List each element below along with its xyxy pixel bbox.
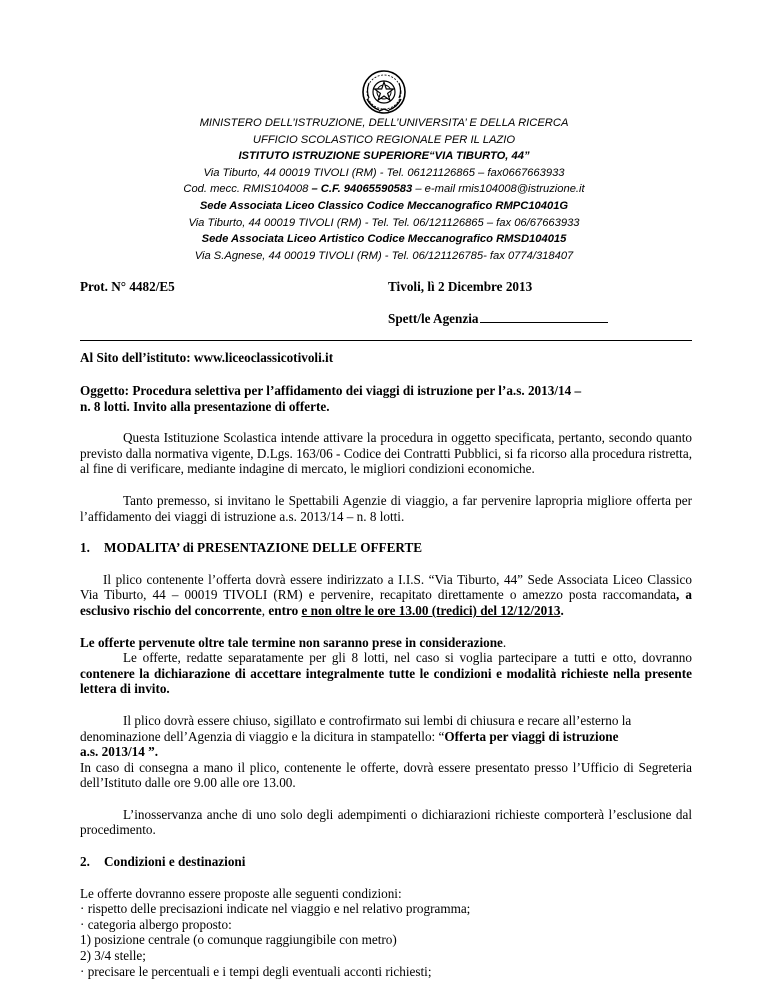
section-1-paragraph-3: Le offerte, redatte separatamente per gli 8 lotti, nel caso si voglia partecipare a tutti e otto, dovranno contenere la dichiarazione di accettare integralmente tutte le condizioni e modalità richieste nella presente lettera di invito. bbox=[80, 650, 692, 697]
letter-body bbox=[80, 383, 692, 979]
section-1-heading: 1. MODALITA’ di PRESENTAZIONE DELLE OFFERTE bbox=[80, 540, 423, 556]
subject-line-2: n. 8 lotti. Invito alla presentazione di offerte. bbox=[80, 398, 330, 414]
letterhead bbox=[0, 115, 768, 264]
institute-name: ISTITUTO ISTRUZIONE SUPERIORE“VIA TIBURTO, 44” bbox=[238, 150, 530, 163]
art-branch-title: Sede Associata Liceo Artistico Codice Meccanografico RMSD104015 bbox=[201, 233, 567, 246]
art-branch-address: Via S.Agnese, 44 00019 TIVOLI (RM) - Tel. 06/121126785- fax 0774/318407 bbox=[194, 249, 574, 262]
protocol-number: Prot. N° 4482/E5 bbox=[80, 279, 175, 294]
list-item: · rispetto delle precisazioni indicate nel viaggio e nel relativo programma; bbox=[80, 901, 471, 917]
section-2-heading: 2. Condizioni e destinazioni bbox=[80, 854, 246, 870]
subject-line-1: Oggetto: Procedura selettiva per l’affidamento dei viaggi di istruzione per l’a.s. 2013/14 – bbox=[80, 383, 582, 398]
institute-address: Via Tiburto, 44 00019 TIVOLI (RM) - Tel. 06121126865 – fax0667663933 bbox=[203, 166, 565, 179]
section-1-paragraph-1: Il plico contenente l’offerta dovrà essere indirizzato a I.I.S. “Via Tiburto, 44” Sede Associata Liceo Classico Via Tiburto, 44 – 00019 TIVOLI (RM) e pervenire, recapitato direttamente o amezzo posta raccomandata, a esclusivo rischio del concorrente, entro e non oltre le ore 13.00 (tredici) del 12/12/2013. bbox=[80, 571, 692, 618]
section-1-paragraph-6: L’inosservanza anche di uno solo degli adempimenti o dichiarazioni richieste comporterà l’esclusione dal procedimento. bbox=[80, 806, 692, 838]
regional-office: UFFICIO SCOLASTICO REGIONALE PER IL LAZIO bbox=[252, 133, 516, 146]
list-item: 2) 3/4 stelle; bbox=[80, 948, 146, 964]
recipient-line: Spett/le Agenzia bbox=[388, 311, 608, 327]
italian-republic-emblem-icon bbox=[361, 69, 407, 115]
website-line: Al Sito dell’istituto: www.liceoclassicotivoli.it bbox=[80, 350, 334, 365]
classical-branch-address: Via Tiburto, 44 00019 TIVOLI (RM) - Tel. Tel. 06/121126865 – fax 06/67663933 bbox=[188, 216, 580, 229]
section-2-intro: Le offerte dovranno essere proposte alle seguenti condizioni: bbox=[80, 885, 402, 901]
list-item: · precisare le percentuali e i tempi degli eventuali acconti richiesti; bbox=[80, 963, 432, 979]
list-item: · categoria albergo proposto: bbox=[80, 916, 232, 932]
institute-codes: Cod. mecc. RMIS104008 – C.F. 94065590583 – e-mail rmis104008@istruzione.it bbox=[183, 183, 585, 196]
recipient-blank bbox=[480, 312, 608, 323]
section-1-deadline-note: Le offerte pervenute oltre tale termine non saranno prese in considerazione. bbox=[80, 634, 507, 650]
section-1-paragraph-4-line-3: a.s. 2013/14 ”. bbox=[80, 744, 159, 760]
letter-date: Tivoli, lì 2 Dicembre 2013 bbox=[388, 279, 533, 294]
section-1-paragraph-5: In caso di consegna a mano il plico, contenente le offerte, dovrà essere presentato presso l’Ufficio di Segreteria dell’Istituto dalle ore 9.00 alle ore 13.00. bbox=[80, 759, 692, 791]
list-item: 1) posizione centrale (o comunque raggiungibile con metro) bbox=[80, 932, 397, 948]
section-1-paragraph-4-line-1: Il plico dovrà essere chiuso, sigillato e controfirmato sui lembi di chiusura e recare all’esterno la bbox=[123, 712, 632, 728]
header-divider bbox=[80, 340, 692, 341]
classical-branch-title: Sede Associata Liceo Classico Codice Meccanografico RMPC10401G bbox=[199, 199, 569, 212]
ministry-name: MINISTERO DELL’ISTRUZIONE, DELL’UNIVERSITA’ E DELLA RICERCA bbox=[199, 117, 569, 129]
section-1-paragraph-4-line-2: denominazione dell’Agenzia di viaggio e la dicitura in stampatello: “Offerta per viaggi di istruzione bbox=[80, 728, 619, 744]
intro-paragraph-2: Tanto premesso, si invitano le Spettabili Agenzie di viaggio, a far pervenire lapropria migliore offerta per l’affidamento dei viaggi di istruzione a.s. 2013/14 – n. 8 lotti. bbox=[80, 492, 692, 524]
intro-paragraph-1: Questa Istituzione Scolastica intende attivare la procedura in oggetto specificata, pertanto, secondo quanto previsto dalla normativa vigente, D.Lgs. 163/06 - Codice dei Contratti Pubblici, si fa ricorso alla procedura ristretta, al fine di verificare, mediante indagine di mercato, le migliori condizioni economiche. bbox=[80, 430, 692, 477]
